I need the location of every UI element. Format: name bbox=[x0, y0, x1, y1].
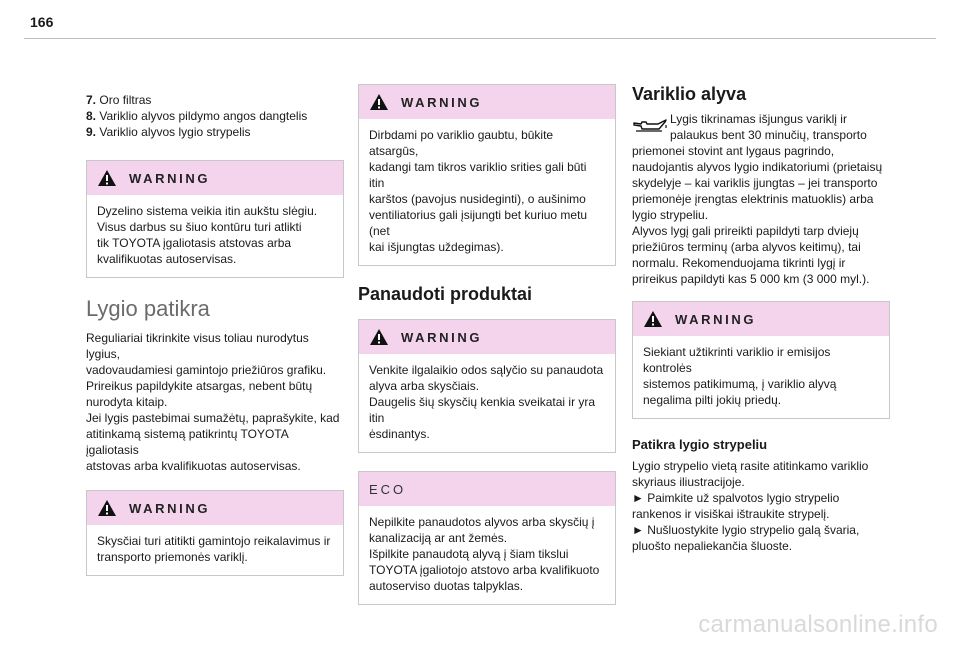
warning-header bbox=[87, 491, 343, 525]
section-heading-used-products: Panaudoti produktai bbox=[358, 284, 533, 304]
warning-triangle-icon bbox=[97, 499, 117, 517]
warning-box-skin-contact bbox=[358, 319, 616, 453]
warning-text: Dirbdami po variklio gaubtu, būkite atsargūs, kadangi tam tikros variklio srities gali būti itin karštos (pavojus nusideginti), o aušinimo ventiliatorius gali įsijungti bet kuriuo metu (net kai išjungtas uždegimas). bbox=[369, 128, 588, 254]
warning-header bbox=[359, 320, 615, 354]
list-item: 7. Oro filtras bbox=[86, 93, 152, 107]
warning-box-fluids bbox=[86, 490, 344, 576]
warning-triangle-icon bbox=[97, 169, 117, 187]
dipstick-text: Lygio strypelio vietą rasite atitinkamo variklio skyriaus iliustracijoje. ► Paimkite už spalvotos lygio strypelio rankenos ir visiškai ištraukite strypelį. ► Nušluostykite lygio strypelio galą švaria, pluošto nepaliekančia šluoste. bbox=[632, 459, 869, 553]
header-divider bbox=[24, 38, 936, 39]
warning-title: WARNING bbox=[675, 311, 757, 327]
warning-triangle-icon bbox=[643, 310, 663, 328]
column-1 bbox=[86, 84, 344, 594]
warning-title: WARNING bbox=[129, 500, 211, 516]
warning-text: Venkite ilgalaikio odos sąlyčio su panaudota alyva arba skysčiais. Daugelis šių skysčių kenkia sveikatai ir yra itin ėsdinantys. bbox=[369, 363, 604, 441]
eco-box bbox=[358, 471, 616, 605]
list-item: 8. Variklio alyvos pildymo angos dangtelis bbox=[86, 109, 308, 123]
warning-header bbox=[633, 302, 889, 336]
warning-triangle-icon bbox=[369, 328, 389, 346]
warning-box-hot-engine bbox=[358, 84, 616, 266]
list-item: 9. Variklio alyvos lygio strypelis bbox=[86, 125, 251, 139]
column-3 bbox=[632, 84, 890, 570]
eco-text: Nepilkite panaudotos alyvos arba skysčių į kanalizaciją ar ant žemės. Išpilkite panaudotą alyvą į šiam tikslui TOYOTA įgaliotojo atstovo arba kvalifikuoto autoserviso duotas talpyklas. bbox=[369, 515, 600, 593]
warning-title: WARNING bbox=[129, 170, 211, 186]
warning-text: Dyzelino sistema veikia itin aukštu slėgiu. Visus darbus su šiuo kontūru turi atlikti tik TOYOTA įgaliotasis atstovas arba kvalifikuotas autoservisas. bbox=[97, 204, 318, 266]
warning-triangle-icon bbox=[369, 93, 389, 111]
warning-title: WARNING bbox=[401, 94, 483, 110]
warning-box-diesel bbox=[86, 160, 344, 278]
warning-text: Siekiant užtikrinti variklio ir emisijos kontrolės sistemos patikimumą, į variklio alyvą negalima pilti jokių priedų. bbox=[643, 345, 837, 407]
engine-oil-text: Lygis tikrinamas išjungus variklį ir palaukus bent 30 minučių, transporto priemonei stovint ant lygaus pagrindo, naudojantis alyvos lygio indikatoriumi (prietaisų skydelyje – kai variklis įjungtas – jei transporto priemonėje įrengtas elektrinis matuoklis) arba lygio strypeliu. Alyvos lygį gali prireikti papildyti tarp dviejų priežiūros terminų (arba alyvos keitimų), tai normalu. Rekomenduojama tikrinti lygį ir prireikus papildyti kas 5 000 km (3 000 myl.). bbox=[632, 112, 883, 286]
warning-text: Skysčiai turi atitikti gamintojo reikalavimus ir transporto priemonės variklį. bbox=[97, 534, 331, 564]
eco-header bbox=[359, 472, 615, 506]
warning-header bbox=[87, 161, 343, 195]
watermark: carmanualsonline.info bbox=[698, 611, 938, 638]
page-number: 166 bbox=[30, 14, 54, 30]
component-list bbox=[86, 92, 344, 140]
warning-box-additives bbox=[632, 301, 890, 419]
level-check-text: Reguliariai tikrinkite visus toliau nurodytus lygius, vadovaudamiesi gamintojo priežiūros grafiku. Prireikus papildykite atsargas, nebent būtų nurodyta kitaip. Jei lygis pastebimai sumažėtų, paprašykite, kad atitinkamą sistemą patikrintų TOYOTA įgaliotasis atstovas arba kvalifikuotas autoservisas. bbox=[86, 331, 340, 473]
section-heading-engine-oil: Variklio alyva bbox=[632, 84, 747, 104]
oil-can-icon bbox=[632, 117, 668, 135]
column-2 bbox=[358, 84, 616, 623]
section-heading-dipstick: Patikra lygio strypeliu bbox=[632, 437, 768, 452]
section-heading-level-check: Lygio patikra bbox=[86, 296, 210, 321]
eco-title: ECO bbox=[369, 481, 407, 497]
warning-title: WARNING bbox=[401, 329, 483, 345]
warning-header bbox=[359, 85, 615, 119]
